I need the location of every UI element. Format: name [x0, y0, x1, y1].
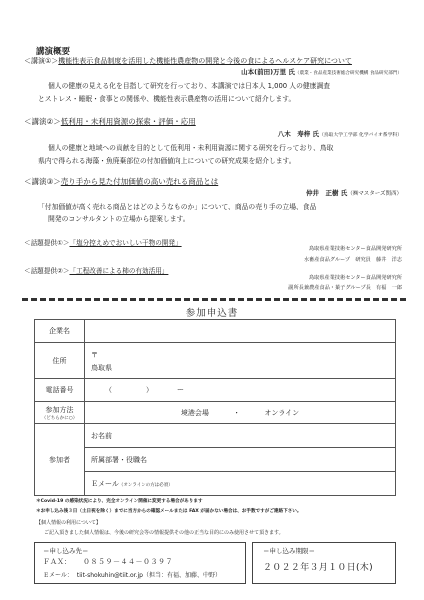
topic-2-title: 「工程改善による柿の有効活用」 — [69, 267, 169, 275]
topic-1-tag: ＜話題提供①＞ — [24, 239, 70, 247]
participant-dept-row — [35, 448, 396, 472]
deadline-date: ２０２２年３月１０日(木) — [263, 563, 373, 573]
method-online-option[interactable]: オンライン — [264, 408, 300, 417]
lecture-2-title: 低利用・未利用資源の探索・評価・応用 — [60, 117, 196, 126]
topic-1-affil-1: 鳥取県産業技術センター食品開発研究所 — [308, 246, 402, 252]
dept-field[interactable] — [85, 448, 396, 472]
lecture-3-desc-1: 「付加価値が高く売れる商品とはどのようなものか」について、商品の売り手の立場、食品 — [38, 203, 317, 211]
apply-email-line — [43, 570, 221, 579]
lecture-2-header — [24, 116, 196, 127]
participant-name-row — [35, 424, 396, 448]
address-field[interactable] — [85, 343, 396, 379]
company-label: 企業名 — [35, 320, 85, 343]
email-contact-label: Ｅメール： — [43, 572, 73, 579]
lecture-2-desc-1: 個人の健康と地域への貢献を目的として低利用・未利用資源に関する研究を行っており、鳥取 — [48, 144, 334, 152]
method-sublabel: （どちらかに○） — [41, 415, 78, 421]
confirm-note: ＊お申し込み後３日（土日祝を除く）までに当方からの確認メールまたは FAX が届かない場合は、お手数ですがご連絡下さい。 — [36, 509, 302, 514]
lecture-1-desc-2: とストレス・睡眠・食事との関係や、機能性表示農産物の活用について紹介します。 — [38, 95, 296, 103]
deadline-box — [252, 542, 396, 584]
lecture-3-header — [24, 176, 218, 187]
dept-label: 所属部署・役職名 — [91, 455, 147, 464]
section-title: 講演概要 — [36, 47, 71, 57]
lecture-1-tag: ＜講演①＞ — [24, 57, 59, 65]
name-field[interactable] — [85, 424, 396, 448]
email-label: Ｅメール — [91, 479, 119, 488]
application-form — [34, 319, 396, 496]
lecture-1-speaker-name: 山本(前田)万里 氏 — [241, 68, 295, 76]
cut-line — [22, 298, 406, 301]
topic-2-tag: ＜話題提供②＞ — [24, 267, 70, 275]
lecture-3-speaker — [306, 188, 402, 197]
apply-fax-line — [43, 557, 173, 567]
topic-1-title: 「塩分控えめでおいしい干物の開発」 — [69, 239, 182, 247]
form-title: 参加申込書 — [185, 308, 239, 319]
deadline-title: ＝申し込み期限＝ — [263, 547, 315, 555]
participant-email-row — [35, 472, 396, 496]
phone-row — [35, 379, 396, 402]
lecture-2-speaker-affil: （鳥取大学工学部 化学バイオ系学科） — [319, 133, 402, 138]
method-venue-option[interactable]: 境港会場 — [180, 408, 209, 417]
lecture-3-desc-2: 開発のコンサルタントの立場から提案します。 — [48, 215, 190, 223]
lecture-2-tag: ＜講演②＞ — [24, 117, 61, 126]
lecture-2-speaker — [278, 129, 402, 138]
name-label: お名前 — [91, 431, 112, 440]
privacy-heading: 【個人情報の利用について】 — [36, 520, 101, 526]
lecture-1-speaker — [241, 67, 402, 76]
method-field — [85, 402, 396, 424]
topic-2-affil-2: 副所長兼農産食品・菓子グループ長 有福 一郎 — [288, 285, 402, 291]
topic-2-affil-1: 鳥取県産業技術センター食品開発研究所 — [308, 275, 402, 281]
lecture-1-speaker-affil: （農業・食品産業技術総合研究機構 食品研究部門） — [294, 71, 402, 76]
fax-number: ０８５９－４４－０３９７ — [83, 558, 173, 566]
apply-title: ＝申し込み先＝ — [43, 547, 89, 555]
address-row — [35, 343, 396, 379]
phone-close-paren: ） — [146, 386, 153, 394]
method-row — [35, 402, 396, 424]
apply-box — [34, 542, 246, 584]
email-field[interactable] — [85, 472, 396, 496]
phone-field[interactable] — [85, 379, 396, 402]
lecture-2-desc-2: 県内で得られる海藻・魚廃棄部位の付加価値向上についての研究成果を紹介します。 — [38, 157, 296, 165]
phone-open-paren: （ — [105, 386, 112, 394]
prefecture-text: 鳥取県 — [91, 363, 112, 372]
participant-label: 参加者 — [35, 424, 85, 496]
company-field[interactable] — [85, 320, 396, 343]
method-separator: ・ — [233, 408, 241, 417]
lecture-2-speaker-name: 八木 寿梓 氏 — [277, 130, 320, 138]
lecture-3-title: 売り手から見た付加価値の高い売れる商品とは — [60, 177, 219, 186]
lecture-3-speaker-affil: （㈱マスターズ関西） — [347, 191, 402, 197]
fax-label: ＦＡＸ： — [43, 558, 71, 566]
apply-contacts: （担当：有福、加藤、中野） — [142, 572, 221, 579]
privacy-text: ご記入頂きました個人情報は、今後の研究会等の情報提供その他の正当な目的にのみ使用させて頂きます。 — [44, 530, 284, 536]
covid-note: ＊Covid-19 の感染状況により、完全オンライン開催に変更する場合があります — [36, 499, 203, 504]
address-label: 住所 — [35, 343, 85, 379]
lecture-1-header — [24, 56, 352, 66]
lecture-1-title: 機能性表示食品制度を活用した機能性農産物の開発と今後の食によるヘルスケア研究について — [58, 57, 352, 65]
email-note: （オンラインの方は必須） — [118, 482, 173, 488]
method-label-cell — [35, 402, 85, 424]
lecture-3-tag: ＜講演③＞ — [24, 177, 61, 186]
lecture-3-speaker-name: 仲井 正樹 氏 — [306, 189, 348, 197]
method-label: 参加方法 — [45, 405, 74, 414]
company-row — [35, 320, 396, 343]
phone-label: 電話番号 — [35, 379, 85, 402]
topic-1-header — [24, 237, 182, 247]
lecture-1-desc-1: 個人の健康の見える化を目指して研究を行っており、本講演では日本人 1,000 人の健康調査 — [48, 82, 331, 90]
topic-2-header — [24, 265, 168, 275]
postal-mark: 〒 — [91, 350, 98, 359]
email-address[interactable]: tiit-shokuhin@tiit.or.jp — [76, 572, 143, 579]
phone-dash: ー — [177, 386, 184, 394]
topic-1-affil-2: 水畜産食品グループ 研究員 藤井 洋志 — [303, 257, 402, 263]
